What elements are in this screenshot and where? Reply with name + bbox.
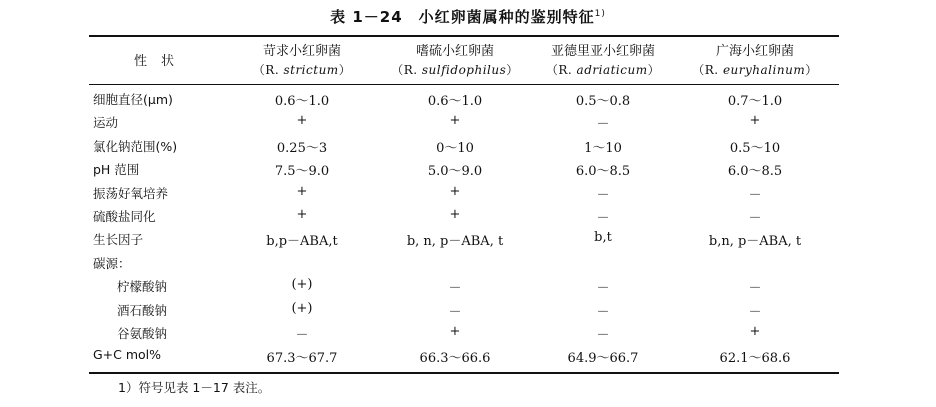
cell-col-1: (+) xyxy=(291,300,313,316)
cell-col-4: 62.1～68.6 xyxy=(719,351,791,367)
header-col-2-cn: 嗜硫小红卵菌 xyxy=(415,44,494,59)
cell-col-1: 0.6～1.0 xyxy=(274,94,330,109)
cell-col-1: － xyxy=(295,328,309,343)
cell-col-3: b,t xyxy=(594,230,612,246)
header-col-1-latin xyxy=(222,61,382,80)
latin-prefix: （R. xyxy=(252,63,280,77)
cell-col-3: － xyxy=(596,211,610,226)
cell-col-3: － xyxy=(596,328,610,343)
cell-col-2: － xyxy=(448,304,462,320)
cell-col-4: 0.5～10 xyxy=(729,140,781,156)
cell-col-1: 0.25～3 xyxy=(276,140,328,156)
cell-col-2: + xyxy=(449,324,461,339)
cell-col-2: + xyxy=(449,183,461,199)
cell-col-1: 7.5～9.0 xyxy=(274,164,330,180)
table-row xyxy=(89,345,839,367)
cell-col-4: － xyxy=(748,281,762,297)
table-title xyxy=(0,6,936,27)
latin-suffix: ） xyxy=(506,63,519,77)
cell-col-3: － xyxy=(596,281,610,297)
cell-col-1: b,p－ABA,t xyxy=(266,234,338,250)
latin-suffix: ） xyxy=(647,63,661,77)
row-label: 碳源： xyxy=(93,255,131,271)
cell-col-3: 0.5～0.8 xyxy=(575,94,631,109)
cell-col-1: 67.3～67.7 xyxy=(266,351,338,367)
cell-col-2: 5.0～9.0 xyxy=(427,164,483,180)
bottom-rule xyxy=(89,372,839,374)
cell-col-2: 66.3～66.6 xyxy=(419,351,491,367)
cell-col-4: 0.7～1.0 xyxy=(727,94,783,109)
header-col-1 xyxy=(222,42,382,80)
cell-col-3: 64.9～66.7 xyxy=(567,351,639,367)
table-row xyxy=(89,111,839,133)
cell-col-2: + xyxy=(449,113,461,129)
table-row xyxy=(89,135,839,157)
cell-col-1: + xyxy=(296,183,308,199)
row-label: 硫酸盐同化 xyxy=(93,209,156,224)
latin-prefix: （R. xyxy=(692,63,719,77)
row-label: pH 范围 xyxy=(93,162,140,178)
row-label: 谷氨酸钠 xyxy=(117,326,168,341)
row-label: 振荡好氧培养 xyxy=(93,185,169,201)
header-col-4-cn: 广海小红卵菌 xyxy=(715,44,794,59)
table-row xyxy=(89,182,839,204)
row-label: 酒石酸钠 xyxy=(117,302,168,318)
latin-suffix: ） xyxy=(338,63,352,77)
header-col-2 xyxy=(380,42,530,80)
cell-col-4: 6.0～8.5 xyxy=(727,164,783,180)
table-row xyxy=(89,275,839,297)
table-row xyxy=(89,158,839,180)
row-label: G+C mol% xyxy=(93,347,162,363)
cell-col-2: + xyxy=(449,207,461,222)
header-col-3-cn: 亚德里亚小红卵菌 xyxy=(550,44,655,59)
cell-col-2: 0～10 xyxy=(436,140,474,156)
header-col-4-latin xyxy=(680,61,830,80)
cell-col-3: － xyxy=(596,117,610,133)
table-row xyxy=(89,322,839,344)
row-label: 柠檬酸钠 xyxy=(117,279,168,295)
header-characteristic: 性状 xyxy=(133,54,188,69)
table-row xyxy=(89,205,839,227)
latin-epithet: euryhalinum xyxy=(722,63,806,77)
row-label: 氯化钠范围(%) xyxy=(93,138,178,154)
cell-col-4: － xyxy=(748,304,762,320)
row-label: 运动 xyxy=(93,115,119,131)
header-col-3-latin xyxy=(528,61,678,80)
cell-col-1: (+) xyxy=(291,277,313,293)
cell-col-1: + xyxy=(296,207,308,222)
latin-epithet: adriaticum xyxy=(576,63,648,77)
table-title-text: 表 1－24 小红卵菌属种的鉴别特征 xyxy=(330,8,595,26)
cell-col-4: + xyxy=(749,113,761,129)
cell-col-3: － xyxy=(596,304,610,320)
table-row xyxy=(89,252,839,274)
latin-epithet: strictum xyxy=(283,63,339,77)
header-col-2-latin xyxy=(380,61,530,80)
footnote: 1）符号见表 1－17 表注。 xyxy=(118,380,271,395)
cell-col-1: + xyxy=(296,113,308,129)
cell-col-4: + xyxy=(749,324,761,339)
row-label: 生长因子 xyxy=(93,232,144,248)
top-rule xyxy=(89,35,839,37)
cell-col-2: 0.6～1.0 xyxy=(427,94,483,109)
cell-col-2: － xyxy=(448,281,462,297)
table-row xyxy=(89,299,839,321)
latin-epithet: sulfidophilus xyxy=(421,63,507,77)
table-row xyxy=(89,228,839,250)
latin-prefix: （R. xyxy=(391,63,418,77)
table-row xyxy=(89,88,839,110)
cell-col-4: － xyxy=(748,211,762,226)
cell-col-3: 1～10 xyxy=(584,140,622,156)
cell-col-3: － xyxy=(596,187,610,203)
title-footnote-marker: 1) xyxy=(594,9,606,19)
cell-col-4: b,n, p－ABA, t xyxy=(708,234,802,250)
header-col-1-cn: 苛求小红卵菌 xyxy=(262,44,341,59)
latin-suffix: ） xyxy=(805,63,818,77)
cell-col-4: － xyxy=(748,187,762,203)
header-col-4 xyxy=(680,42,830,80)
header-rule xyxy=(89,84,839,85)
cell-col-3: 6.0～8.5 xyxy=(575,164,631,180)
row-label: 细胞直径(μm) xyxy=(93,92,173,107)
header-col-3 xyxy=(528,42,678,80)
latin-prefix: （R. xyxy=(545,63,573,77)
cell-col-2: b, n, p－ABA, t xyxy=(406,234,504,250)
